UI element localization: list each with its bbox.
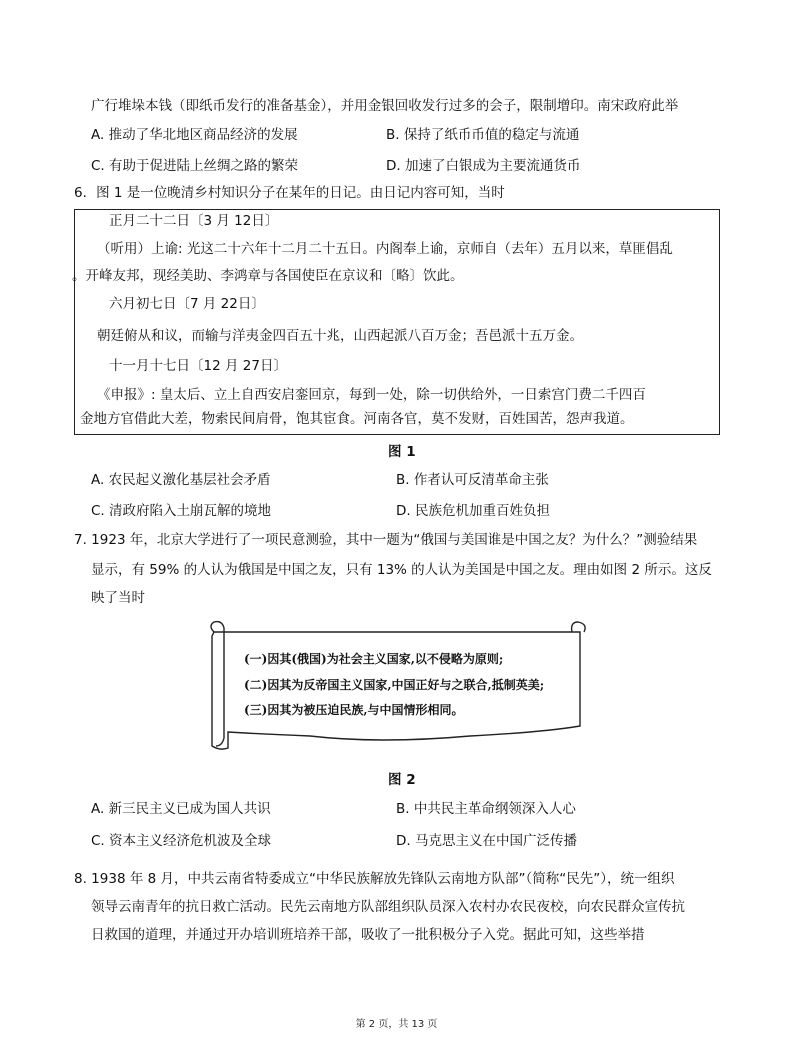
q7-option-d: D. 马克思主义在中国广泛传播 — [396, 833, 577, 849]
scroll-line: (三)因其为被压迫民族,与中国情形相同。 — [244, 703, 464, 717]
diary-line: 。开峰友邦，现经美助、李鸿章与各国使臣在京议和〔略〕饮此。 — [72, 268, 464, 284]
diary-line: 《申报》: 皇太后、立上自西安启銮回京，每到一处，除一切供给外，一日索宫门费二千四百 — [97, 387, 646, 403]
q5-option-a: A. 推动了华北地区商品经济的发展 — [91, 127, 298, 143]
diary-line: 朝廷俯从和议，而输与洋夷金四百五十兆，山西起派八百万金；吾邑派十五万金。 — [97, 328, 583, 344]
diary-line: 金地方官借此大差，物索民间肩骨，饱其宦食。河南各官，莫不发财，百姓国苦，怨声我道。 — [80, 411, 634, 427]
q8-stem-line: 日救国的道理，并通过开办培训班培养干部，吸收了一批积极分子入党。据此可知，这些举措 — [91, 927, 645, 943]
diary-line: 正月二十二日〔3 月 12日〕 — [109, 213, 279, 229]
figure-2-caption: 图 2 — [388, 772, 416, 788]
q6-option-c: C. 清政府陷入土崩瓦解的境地 — [91, 503, 272, 519]
q5-stem-tail: 广行堆垛本钱（即纸币发行的准备基金），并用金银回收发行过多的会子，限制增印。南宋政府此举 — [91, 98, 679, 114]
figure-1-caption: 图 1 — [388, 444, 416, 460]
q8-stem-line: 8. 1938 年 8 月，中共云南省特委成立“中华民族解放先锋队云南地方队部”（简称“民先”），统一组织 — [74, 871, 675, 887]
q6-stem: 6．图 1 是一位晚清乡村知识分子在某年的日记。由日记内容可知，当时 — [74, 185, 505, 201]
diary-box — [74, 209, 720, 435]
scroll-line: (一)因其(俄国)为社会主义国家,以不侵略为原则; — [244, 652, 504, 666]
q6-option-d: D. 民族危机加重百姓负担 — [396, 503, 550, 519]
q5-option-c: C. 有助于促进陆上丝绸之路的繁荣 — [91, 158, 299, 174]
q5-option-d: D. 加速了白银成为主要流通货币 — [386, 158, 581, 174]
q7-option-b: B. 中共民主革命纲领深入人心 — [396, 801, 576, 817]
q6-option-a: A. 农民起义激化基层社会矛盾 — [91, 472, 271, 488]
diary-line: 十一月十七日〔12 月 27日〕 — [109, 358, 287, 374]
q7-stem-line: 映了当时 — [91, 590, 145, 606]
q6-option-b: B. 作者认可反清革命主张 — [396, 472, 549, 488]
scroll-figure — [200, 618, 596, 752]
q7-stem-line: 显示，有 59% 的人认为俄国是中国之友，只有 13% 的人认为美国是中国之友。理由如图 2 所示。这反 — [91, 562, 712, 578]
q8-stem-line: 领导云南青年的抗日救亡活动。民先云南地方队部组织队员深入农村办农民夜校，向农民群众宣传抗 — [91, 899, 685, 915]
q5-option-b: B. 保持了纸币币值的稳定与流通 — [386, 127, 580, 143]
scroll-line: (二)因其为反帝国主义国家,中国正好与之联合,抵制英美; — [244, 678, 545, 692]
q7-option-a: A. 新三民主义已成为国人共识 — [91, 801, 271, 817]
q7-stem-line: 7. 1923 年，北京大学进行了一项民意测验，其中一题为“俄国与美国谁是中国之友？为什么？”测验结果 — [74, 532, 698, 548]
diary-line: 六月初七日〔7 月 22日〕 — [109, 296, 265, 312]
page-footer: 第 2 页，共 13 页 — [355, 1019, 438, 1030]
diary-line: （听用）上谕: 光这二十六年十二月二十五日。内阁奉上谕，京师自（去年）五月以来，草匪倡乱 — [97, 241, 673, 257]
q7-option-c: C. 资本主义经济危机波及全球 — [91, 833, 272, 849]
